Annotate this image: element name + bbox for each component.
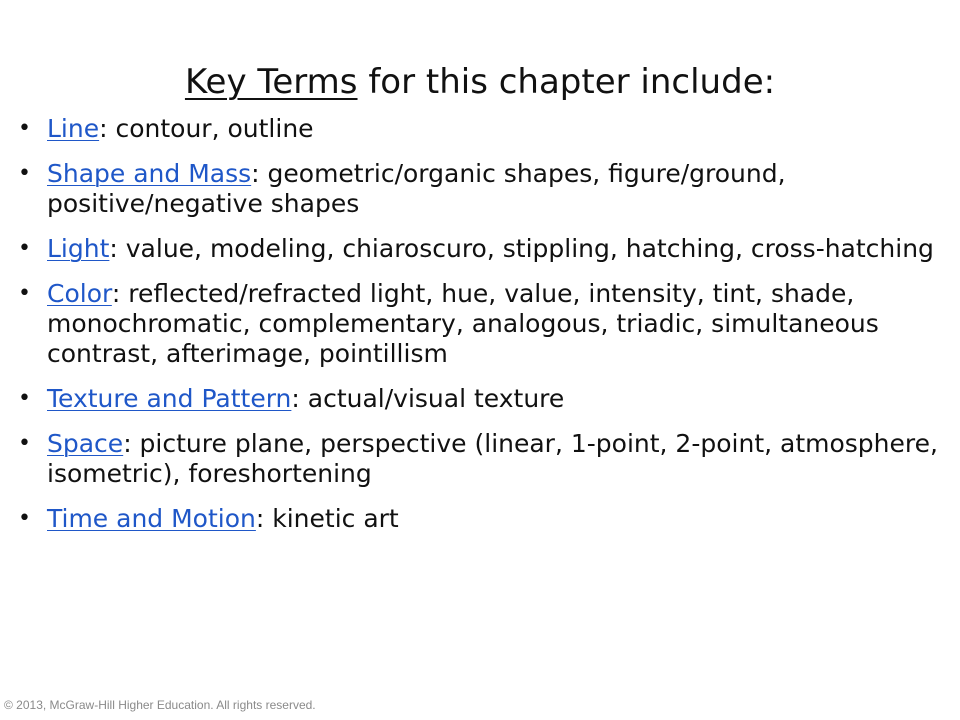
list-item-shape-and-mass (18, 159, 946, 219)
term-link[interactable]: Light (47, 234, 110, 263)
title-underlined: Key Terms (184, 62, 358, 102)
term-link[interactable]: Space (47, 429, 124, 458)
term-description: : kinetic art (255, 504, 399, 533)
list-item-time-and-motion (18, 504, 946, 534)
key-terms-list (18, 114, 946, 549)
list-item-light (18, 234, 946, 264)
term-link[interactable]: Line (47, 114, 100, 143)
list-item-color (18, 279, 946, 369)
slide-title (0, 60, 960, 104)
term-link[interactable]: Time and Motion (47, 504, 256, 533)
bullet-icon: • (18, 506, 31, 531)
term-description: : reflected/refracted light, hue, value, intensity, tint, shade, monochromatic, complementary, analogous, triadic, simultaneous contrast, afterimage, pointillism (47, 279, 879, 368)
title-rest: for this chapter include: (357, 62, 776, 102)
list-item-space (18, 429, 946, 489)
term-description: : picture plane, perspective (linear, 1-point, 2-point, atmosphere, isometric), foreshortening (47, 429, 938, 488)
term-link[interactable]: Color (47, 279, 112, 308)
term-link[interactable]: Shape and Mass (47, 159, 252, 188)
bullet-icon: • (18, 281, 31, 306)
term-description: : value, modeling, chiaroscuro, stippling, hatching, cross-hatching (109, 234, 934, 263)
term-description: : actual/visual texture (291, 384, 565, 413)
term-description: : contour, outline (99, 114, 314, 143)
list-item-texture-and-pattern (18, 384, 946, 414)
bullet-icon: • (18, 116, 31, 141)
term-description: : geometric/organic shapes, figure/ground, positive/negative shapes (47, 159, 786, 218)
bullet-icon: • (18, 161, 31, 186)
term-link[interactable]: Texture and Pattern (47, 384, 292, 413)
bullet-icon: • (18, 431, 31, 456)
list-item-line (18, 114, 946, 144)
bullet-icon: • (18, 236, 31, 261)
copyright-footer: © 2013, McGraw-Hill Higher Education. All rights reserved. (4, 698, 316, 712)
bullet-icon: • (18, 386, 31, 411)
